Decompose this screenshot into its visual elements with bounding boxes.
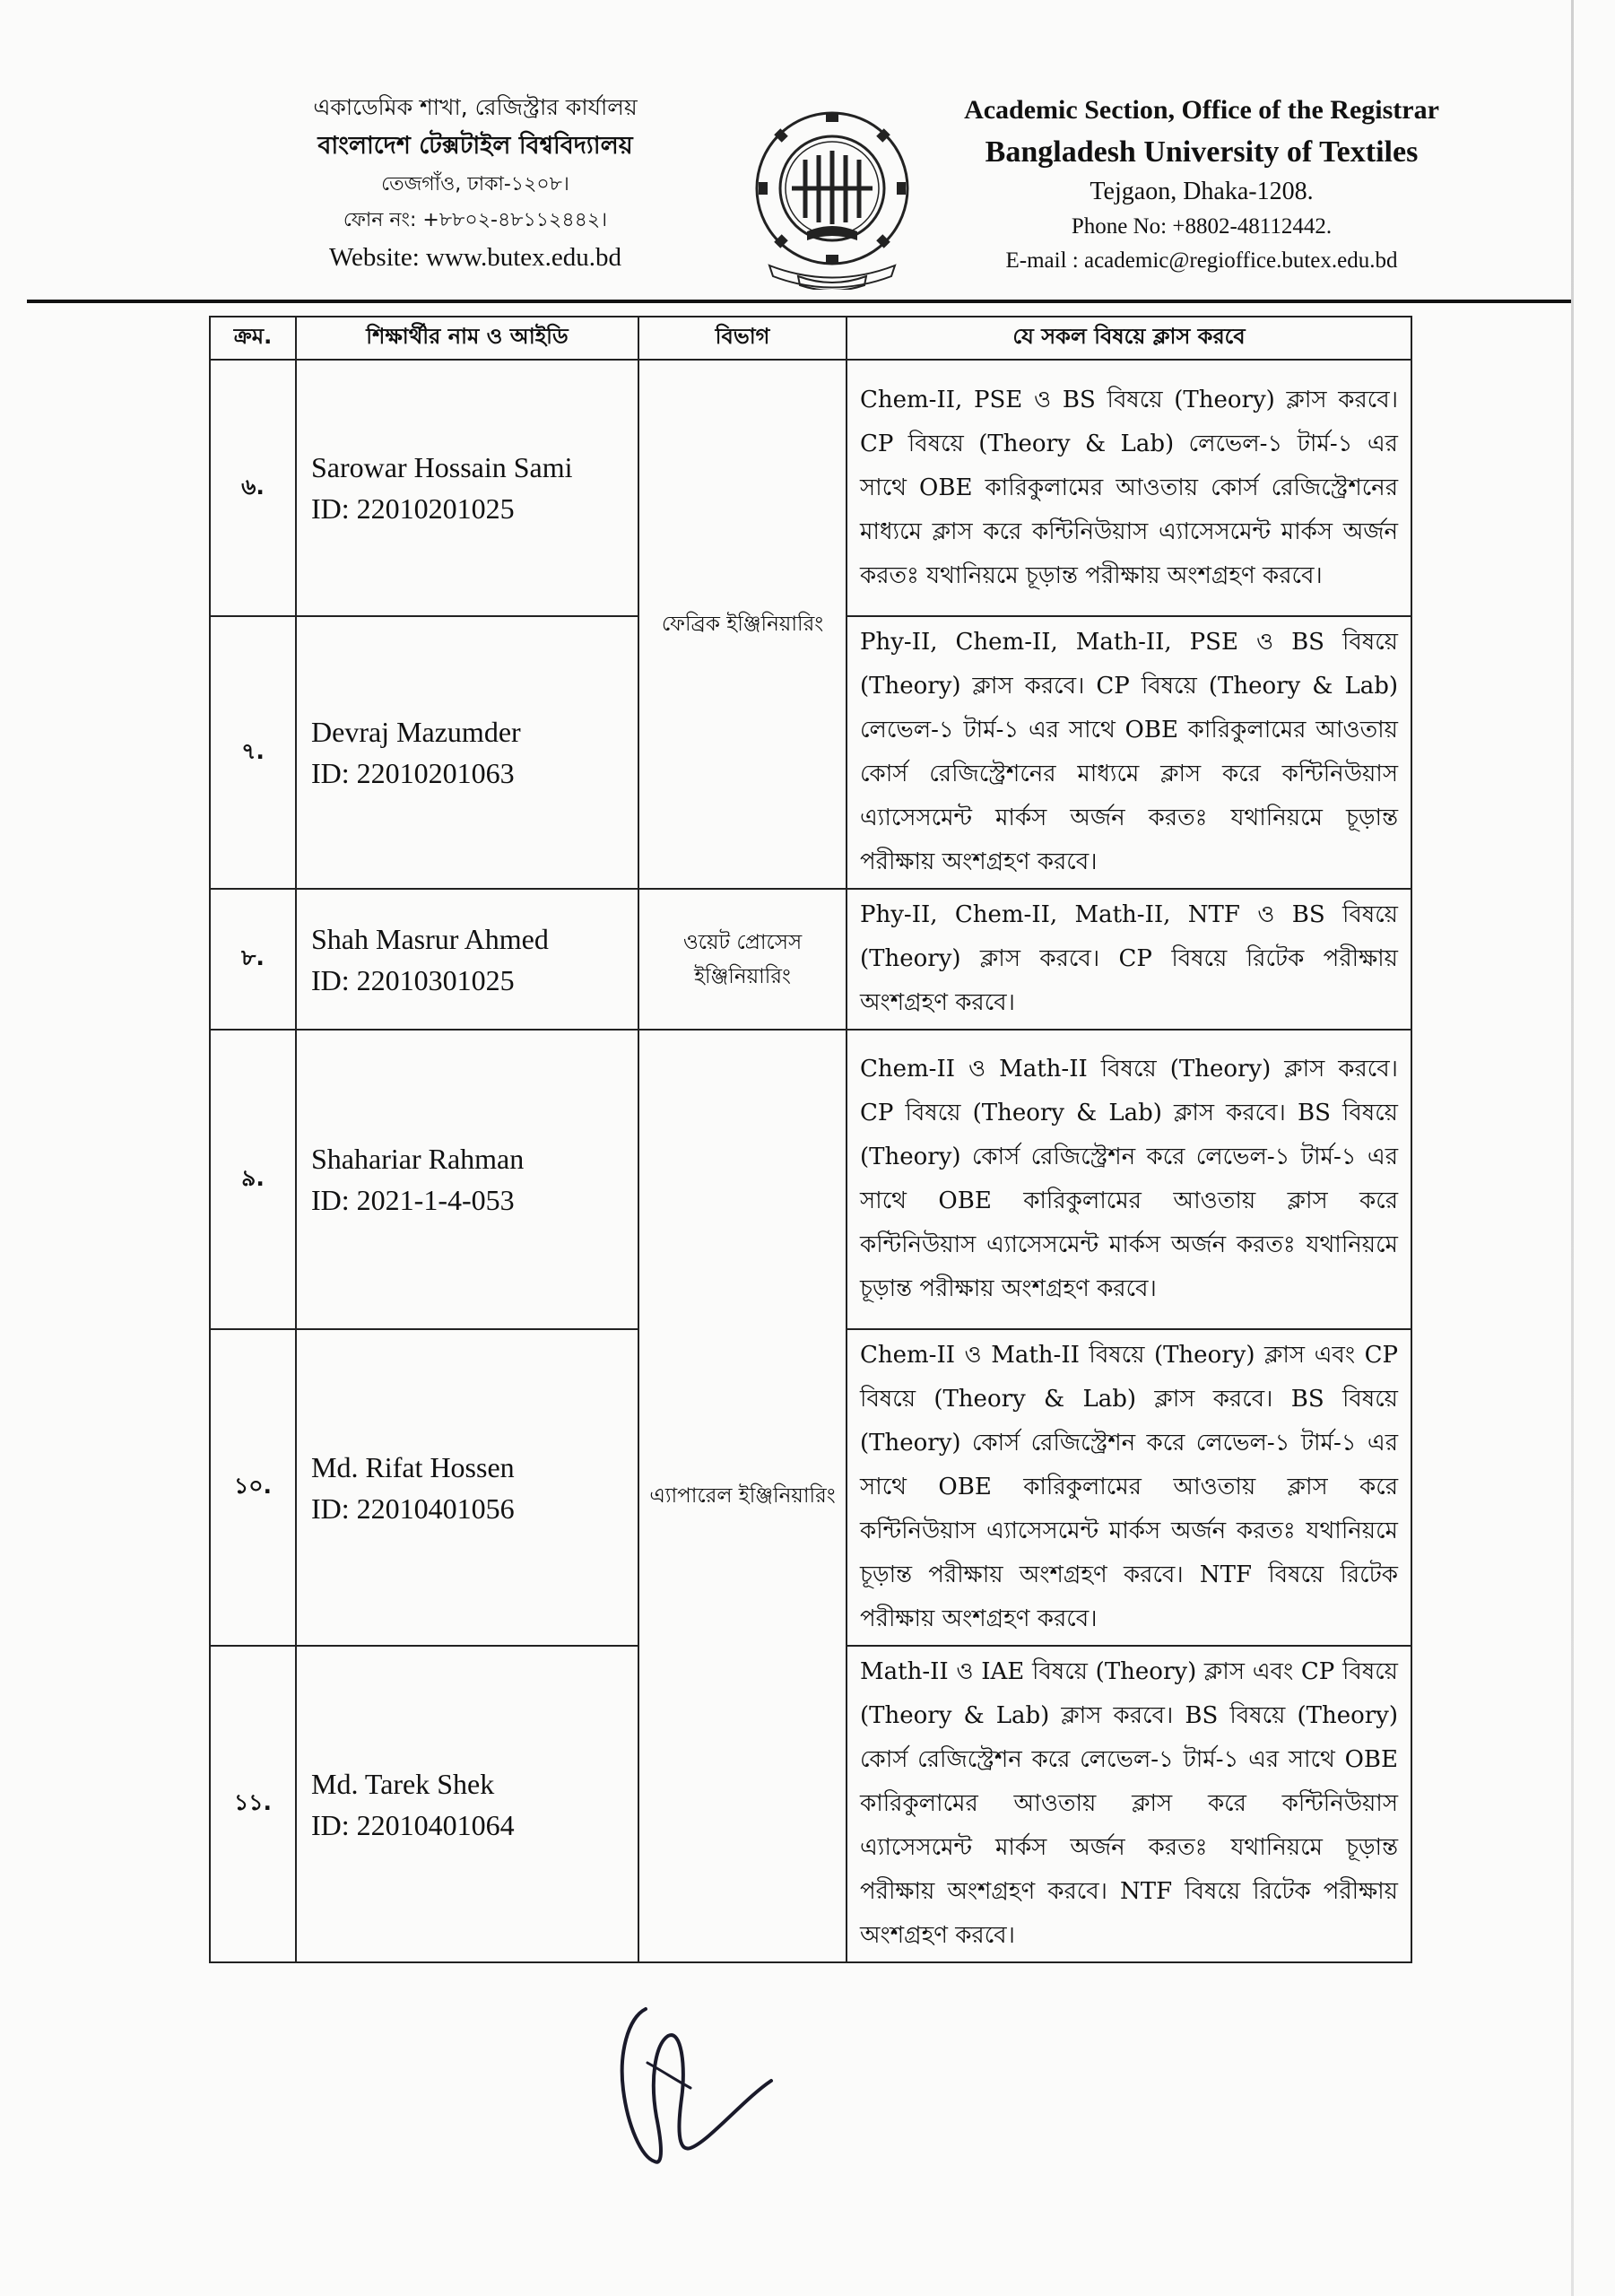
student-name: Shahariar Rahman xyxy=(311,1143,525,1175)
university-seal-icon xyxy=(751,106,913,290)
page-edge-line xyxy=(1571,0,1574,2296)
class-instructions: Chem-II ও Math-II বিষয়ে (Theory) ক্লাস করবে। CP বিষয়ে (Theory & Lab) ক্লাস করবে। BS বিষয়ে (Theory) কোর্স রেজিস্ট্রেশন করে লেভেল-১ টার্ম-১ এর সাথে OBE কারিকুলামের আওতায় ক্লাস করে কন্টিনিউয়াস এ্যাসেসমেন্ট মার্কস অর্জন করতঃ যথানিয়মে চূড়ান্ত পরীক্ষায় অংশগ্রহণ করবে। xyxy=(847,1030,1411,1329)
student-id: ID: 2021-1-4-053 xyxy=(311,1184,515,1216)
office-name-bn: একাডেমিক শাখা, রেজিস্ট্রার কার্যালয় xyxy=(313,94,638,120)
student-name: Shah Masrur Ahmed xyxy=(311,922,549,955)
serial-number: ৭. xyxy=(210,616,296,889)
class-instructions: Chem-II, PSE ও BS বিষয়ে (Theory) ক্লাস করবে। CP বিষয়ে (Theory & Lab) লেভেল-১ টার্ম-১ এর সাথে OBE কারিকুলামের আওতায় কোর্স রেজিস্ট্রেশনের মাধ্যমে ক্লাস করে কন্টিনিউয়াস এ্যাসেসমেন্ট মার্কস অর্জন করতঃ যথানিয়মে চূড়ান্ত পরীক্ষায় অংশগ্রহণ করবে। xyxy=(847,360,1411,616)
office-name-en: Academic Section, Office of the Registrar xyxy=(964,95,1439,125)
header-department: বিভাগ xyxy=(638,317,847,360)
phone-bn: ফোন নং: +৮৮০২-৪৮১১২৪৪২। xyxy=(343,209,608,231)
table-row xyxy=(210,360,1411,616)
class-instructions: Phy-II, Chem-II, Math-II, NTF ও BS বিষয়ে (Theory) ক্লাস করবে। CP বিষয়ে রিটেক পরীক্ষায় অংশগ্রহণ করবে। xyxy=(847,889,1411,1030)
class-instructions: Phy-II, Chem-II, Math-II, PSE ও BS বিষয়ে (Theory) ক্লাস করবে। CP বিষয়ে (Theory & Lab) লেভেল-১ টার্ম-১ এর সাথে OBE কারিকুলামের আওতায় কোর্স রেজিস্ট্রেশনের মাধ্যমে ক্লাস করে কন্টিনিউয়াস এ্যাসেসমেন্ট মার্কস অর্জন করতঃ যথানিয়মে চূড়ান্ত পরীক্ষায় অংশগ্রহণ করবে। xyxy=(847,616,1411,889)
student-name: Md. Tarek Shek xyxy=(311,1767,495,1800)
student-id: ID: 22010401056 xyxy=(311,1492,515,1525)
university-name-bn: বাংলাদেশ টেক্সটাইল বিশ্ববিদ্যালয় xyxy=(317,132,633,160)
serial-number: ১১. xyxy=(210,1646,296,1962)
serial-number: ১০. xyxy=(210,1329,296,1646)
student-cell xyxy=(296,1646,638,1962)
department-cell: ফেব্রিক ইঞ্জিনিয়ারিং xyxy=(638,360,847,889)
serial-number: ৯. xyxy=(210,1030,296,1329)
serial-number: ৬. xyxy=(210,360,296,616)
student-cell xyxy=(296,1329,638,1646)
class-instructions: Math-II ও IAE বিষয়ে (Theory) ক্লাস এবং CP বিষয়ে (Theory & Lab) ক্লাস করবে। BS বিষয়ে (Theory) কোর্স রেজিস্ট্রেশন করে লেভেল-১ টার্ম-১ এর সাথে OBE কারিকুলামের আওতায় ক্লাস করে কন্টিনিউয়াস এ্যাসেসমেন্ট মার্কস অর্জন করতঃ যথানিয়মে চূড়ান্ত পরীক্ষায় অংশগ্রহণ করবে। NTF বিষয়ে রিটেক পরীক্ষায় অংশগ্রহণ করবে। xyxy=(847,1646,1411,1962)
student-id: ID: 22010301025 xyxy=(311,963,515,996)
department-cell: ওয়েট প্রোসেস ইঞ্জিনিয়ারিং xyxy=(638,889,847,1030)
header-serial: ক্রম. xyxy=(210,317,296,360)
class-instructions: Chem-II ও Math-II বিষয়ে (Theory) ক্লাস এবং CP বিষয়ে (Theory & Lab) ক্লাস করবে। BS বিষয়ে (Theory) কোর্স রেজিস্ট্রেশন করে লেভেল-১ টার্ম-১ এর সাথে OBE কারিকুলামের আওতায় ক্লাস করে কন্টিনিউয়াস এ্যাসেসমেন্ট মার্কস অর্জন করতঃ যথানিয়মে চূড়ান্ত পরীক্ষায় অংশগ্রহণ করবে। NTF বিষয়ে রিটেক পরীক্ষায় অংশগ্রহণ করবে। xyxy=(847,1329,1411,1646)
student-name: Sarowar Hossain Sami xyxy=(311,451,573,483)
header-classes-to-attend: যে সকল বিষয়ে ক্লাস করবে xyxy=(847,317,1411,360)
student-class-table xyxy=(209,316,1412,1963)
student-cell xyxy=(296,616,638,889)
student-cell xyxy=(296,360,638,616)
table-row xyxy=(210,1030,1411,1329)
letterhead-english xyxy=(933,90,1471,278)
address-en: Tejgaon, Dhaka-1208. xyxy=(1090,178,1314,205)
student-id: ID: 22010201025 xyxy=(311,492,515,525)
phone-en: Phone No: +8802-48112442. xyxy=(1071,214,1333,239)
header-divider xyxy=(27,300,1571,303)
student-cell xyxy=(296,1030,638,1329)
handwritten-signature xyxy=(592,1982,798,2188)
email-text: E-mail : academic@regioffice.butex.edu.bd xyxy=(1005,248,1398,273)
website-text: Website: www.butex.edu.bd xyxy=(329,243,621,272)
student-id: ID: 22010401064 xyxy=(311,1808,515,1841)
student-cell xyxy=(296,889,638,1030)
letterhead xyxy=(0,0,1615,305)
student-name: Md. Rifat Hossen xyxy=(311,1450,515,1483)
header-student-name-id: শিক্ষার্থীর নাম ও আইডি xyxy=(296,317,638,360)
student-name: Devraj Mazumder xyxy=(311,716,521,748)
table-header-row xyxy=(210,317,1411,360)
department-cell: এ্যাপারেল ইঞ্জিনিয়ারিং xyxy=(638,1030,847,1962)
letterhead-bangla xyxy=(269,90,682,276)
address-bn: তেজগাঁও, ঢাকা-১২০৮। xyxy=(381,173,569,196)
serial-number: ৮. xyxy=(210,889,296,1030)
student-id: ID: 22010201063 xyxy=(311,757,515,789)
table-row xyxy=(210,889,1411,1030)
university-name-en: Bangladesh University of Textiles xyxy=(985,135,1419,169)
